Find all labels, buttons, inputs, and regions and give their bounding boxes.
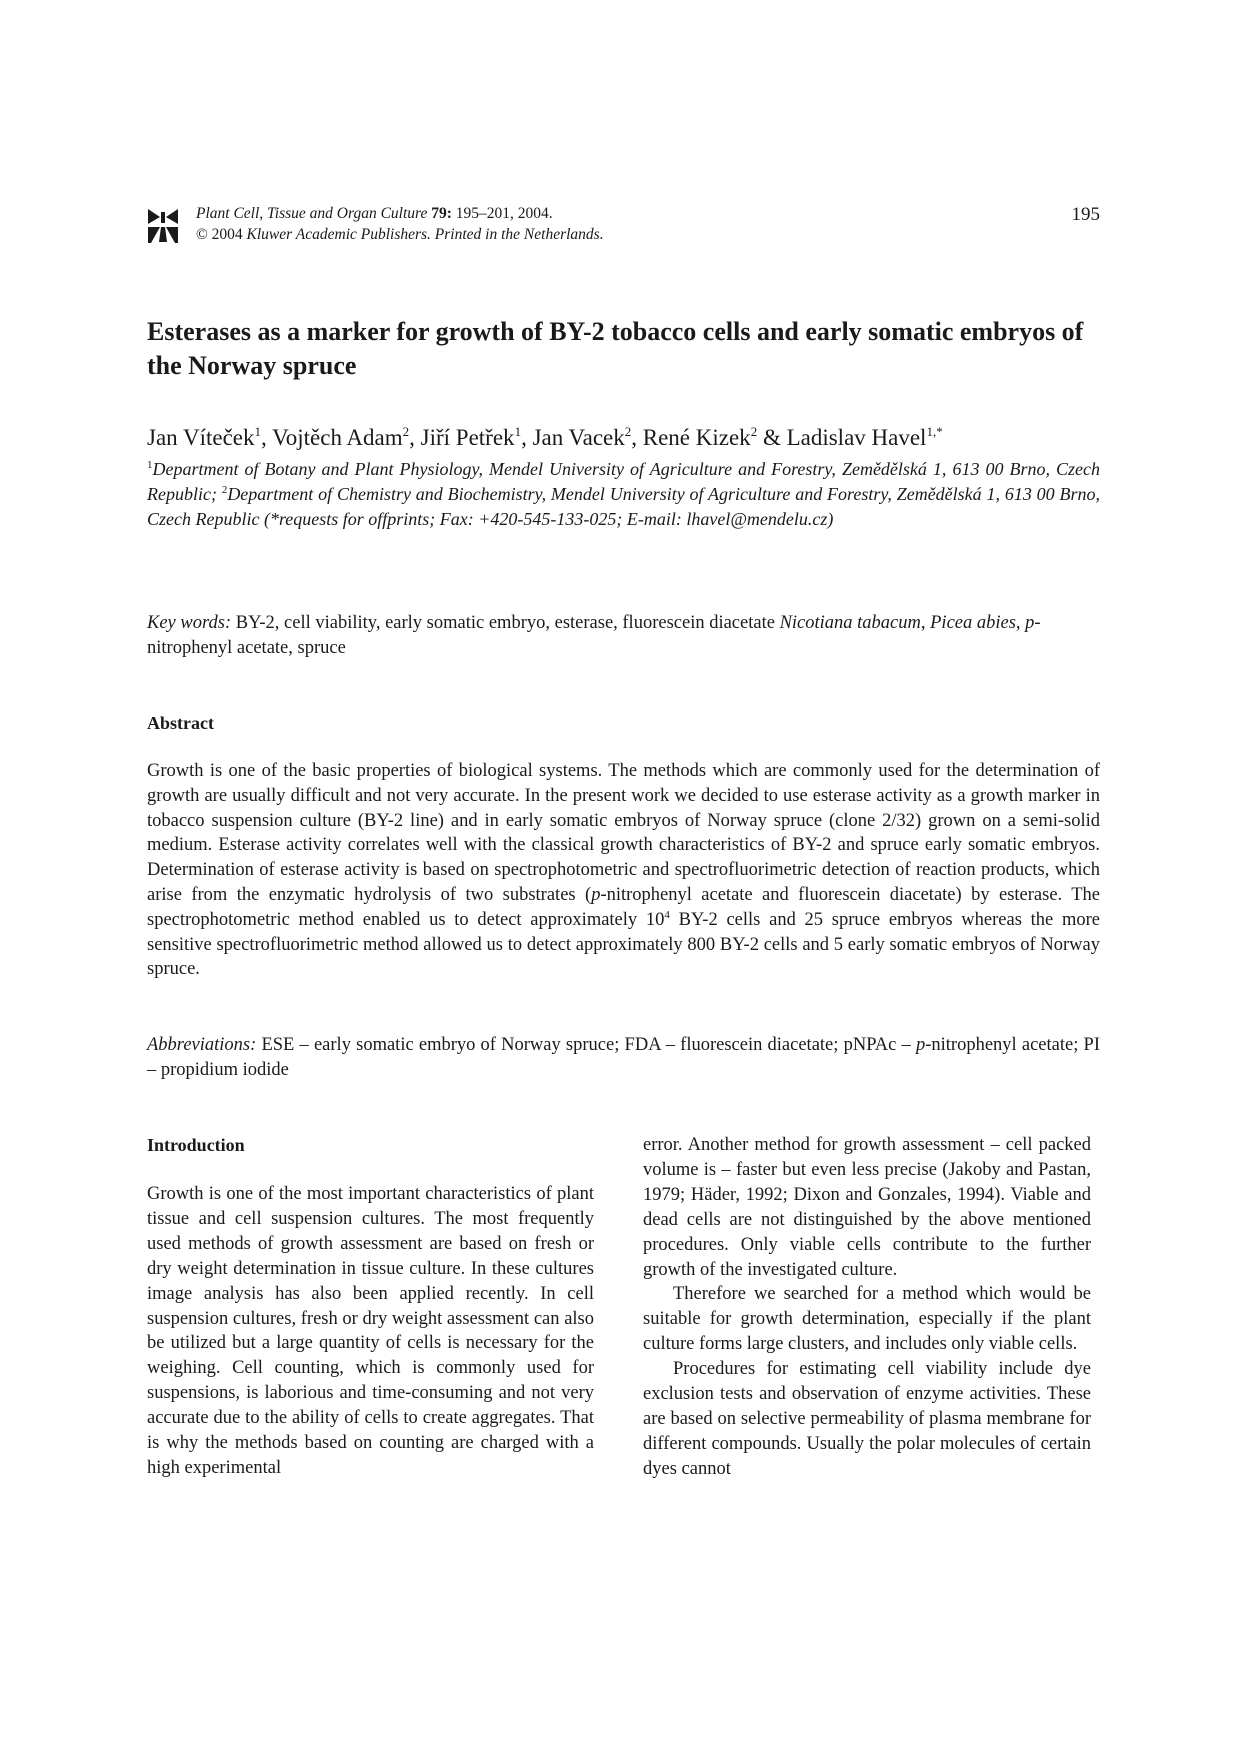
right-column: [643, 1133, 1091, 1482]
author: Jan Vacek$^2$,: [532, 424, 643, 450]
affiliations: [147, 457, 1100, 532]
author: René Kizek$^2$ &: [642, 424, 787, 450]
journal-line-1: [196, 203, 604, 224]
journal-line-2: [196, 224, 604, 245]
journal-citation: [196, 203, 604, 245]
paragraph: Therefore we searched for a method which would be suitable for growth determination, especially if the plant culture forms large clusters, and includes only viable cells.: [643, 1284, 1091, 1355]
paragraph: Procedures for estimating cell viability include dye exclusion tests and observation of enzyme activities. These are based on selective permeability of plasma membrane for different compounds. Usually the polar molecules of certain dyes cannot: [643, 1359, 1091, 1479]
author: Jiří Petřek$^1$,: [420, 424, 533, 450]
affiliation-marker: 2: [221, 484, 228, 496]
publisher-line: Kluwer Academic Publishers. Printed in the Netherlands.: [246, 226, 604, 243]
author: Jan Víteček$^1$,: [147, 424, 273, 450]
publisher-logo-icon: [147, 208, 179, 244]
author: Ladislav Havel$^{1,*}$: [786, 424, 943, 450]
introduction-heading: Introduction: [147, 1135, 245, 1155]
keywords-label: Key words:: [147, 613, 232, 633]
abstract-text: Growth is one of the basic properties of biological systems. The methods which are commonly used for the determination of growth are usually difficult and not very accurate. In the present work we decided to use esterase activity as a growth marker in tobacco suspension culture (BY-2 line) and in early somatic embryos of Norway spruce (clone 2/32) grown on a semi-solid medium. Esterase activity correlates well with the classical growth characteristics of BY-2 and spruce early somatic embryos. Determination of esterase activity is based on spectrophotometric and spectrofluorimetric detection of reaction products, which arise from the enzymatic hydrolysis of two substrates (p-nitrophenyl acetate and fluorescein diacetate) by esterase. The spectrophotometric method enabled us to detect approximately $10^4$ BY-2 cells and 25 spruce embryos whereas the more sensitive spectrofluorimetric method allowed us to detect approximately 800 BY-2 cells and 5 early somatic embryos of Norway spruce.: [147, 761, 1100, 980]
paper-title: Esterases as a marker for growth of BY-2 tobacco cells and early somatic embryos of the Norway spruce: [147, 317, 1084, 380]
copyright-year: 2004: [211, 226, 243, 243]
affiliation-2: Department of Chemistry and Biochemistry, Mendel University of Agriculture and Forestry, Zemědělská 1, 613 00 Brno, Czech Republic (*requests for offprints; Fax: +420-545-133-025; E-mail: lhavel@mendelu.cz): [147, 484, 1100, 529]
author: Vojtěch Adam$^2$,: [272, 424, 421, 450]
journal-name: Plant Cell, Tissue and Organ Culture: [196, 205, 428, 222]
author-list: [147, 424, 1107, 452]
abbreviations: Abbreviations: ESE – early somatic embryo of Norway spruce; FDA – fluorescein diacetate; pNPAc – p-nitrophenyl acetate; PI – propidium iodide: [147, 1035, 1100, 1080]
paragraph: error. Another method for growth assessment – cell packed volume is – faster but even less precise (Jakoby and Pastan, 1979; Häder, 1992; Dixon and Gonzales, 1994). Viable and dead cells are not distinguished by the above mentioned procedures. Only viable cells contribute to the further growth of the investigated culture.: [643, 1135, 1091, 1280]
affiliation-1: Department of Botany and Plant Physiology, Mendel University of Agriculture and Forestry, Zemědělská 1, 613 00 Brno, Czech Republic;: [147, 459, 1100, 504]
paragraph: Growth is one of the most important characteristics of plant tissue and cell suspension cultures. The most frequently used methods of growth assessment are based on fresh or dry weight determination in tissue culture. In these cultures image analysis has also been applied recently. In cell suspension cultures, fresh or dry weight assessment can also be utilized but a large quantity of cells is necessary for the weighing. Cell counting, which is commonly used for suspensions, is laborious and time-consuming and not very accurate due to the ability of cells to create aggregates. That is why the methods based on counting are charged with a high experimental: [147, 1184, 594, 1478]
keywords: Key words: BY-2, cell viability, early somatic embryo, esterase, fluorescein diacetate Nicotiana tabacum, Picea abies, p-nitrophenyl acetate, spruce: [147, 613, 1041, 658]
abstract-heading: Abstract: [147, 713, 214, 733]
copyright-symbol: ©: [196, 226, 208, 243]
left-column: [147, 1182, 594, 1481]
affiliation-marker: 1: [147, 459, 153, 471]
abbreviations-label: Abbreviations:: [147, 1035, 257, 1055]
journal-volume: 79:: [431, 205, 452, 222]
page-number: 195: [1071, 204, 1100, 225]
journal-pages: 195–201, 2004.: [455, 205, 553, 222]
